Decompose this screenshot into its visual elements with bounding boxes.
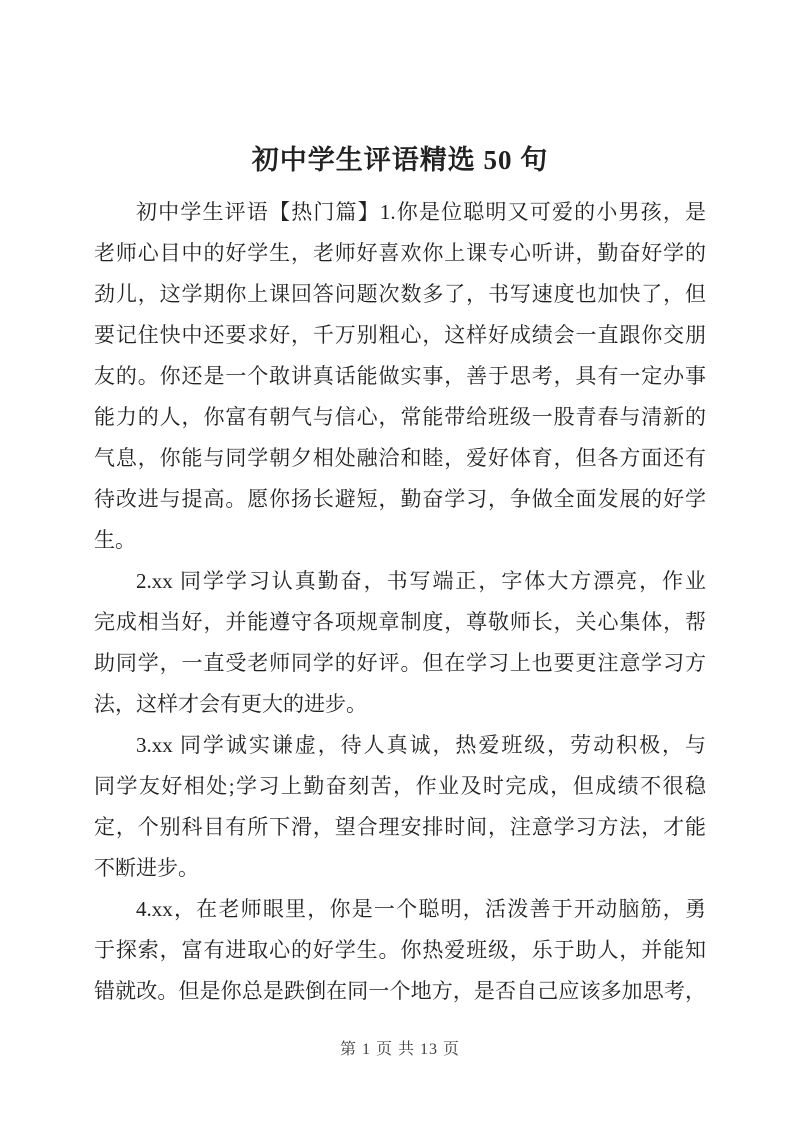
text-line: 气息，你能与同学朝夕相处融洽和睦，爱好体育，但各方面还有	[94, 446, 706, 470]
page-footer	[0, 1038, 800, 1062]
document-body	[94, 192, 706, 1012]
text-line: 定，个别科目有所下滑，望合理安排时间，注意学习方法，才能	[94, 815, 706, 839]
page-number-label: 第 1 页 共 13 页	[339, 1041, 460, 1058]
text-line: 要记住快中还要求好，千万别粗心，这样好成绩会一直跟你交朋	[94, 323, 706, 347]
text-line: 错就改。但是你总是跌倒在同一个地方，是否自己应该多加思考，	[94, 979, 706, 1003]
text-line: 于探索，富有进取心的好学生。你热爱班级，乐于助人，并能知	[94, 938, 706, 962]
text-line: 2.xx 同学学习认真勤奋，书写端正，字体大方漂亮，作业	[136, 569, 706, 593]
text-line: 能力的人，你富有朝气与信心，常能带给班级一股青春与清新的	[94, 405, 706, 429]
text-line: 初中学生评语【热门篇】1.你是位聪明又可爱的小男孩，是	[136, 200, 706, 224]
text-line: 不断进步。	[94, 856, 199, 880]
text-line: 助同学，一直受老师同学的好评。但在学习上也要更注意学习方	[94, 651, 706, 675]
text-line: 同学友好相处;学习上勤奋刻苦，作业及时完成，但成绩不很稳	[94, 774, 706, 798]
document-title: 初中学生评语精选 50 句	[251, 145, 549, 175]
text-line: 3.xx 同学诚实谦虚，待人真诚，热爱班级，劳动积极，与	[136, 733, 706, 757]
text-line: 劲儿，这学期你上课回答问题次数多了，书写速度也加快了，但	[94, 282, 706, 306]
text-line: 友的。你还是一个敢讲真话能做实事，善于思考，具有一定办事	[94, 364, 706, 388]
text-line: 4.xx，在老师眼里，你是一个聪明，活泼善于开动脑筋，勇	[136, 897, 706, 921]
text-line: 完成相当好，并能遵守各项规章制度，尊敬师长，关心集体，帮	[94, 610, 706, 634]
text-line: 待改进与提高。愿你扬长避短，勤奋学习，争做全面发展的好学	[94, 487, 706, 511]
text-line: 老师心目中的好学生，老师好喜欢你上课专心听讲，勤奋好学的	[94, 241, 706, 265]
text-line: 生。	[94, 528, 136, 552]
text-line: 法，这样才会有更大的进步。	[94, 692, 367, 716]
